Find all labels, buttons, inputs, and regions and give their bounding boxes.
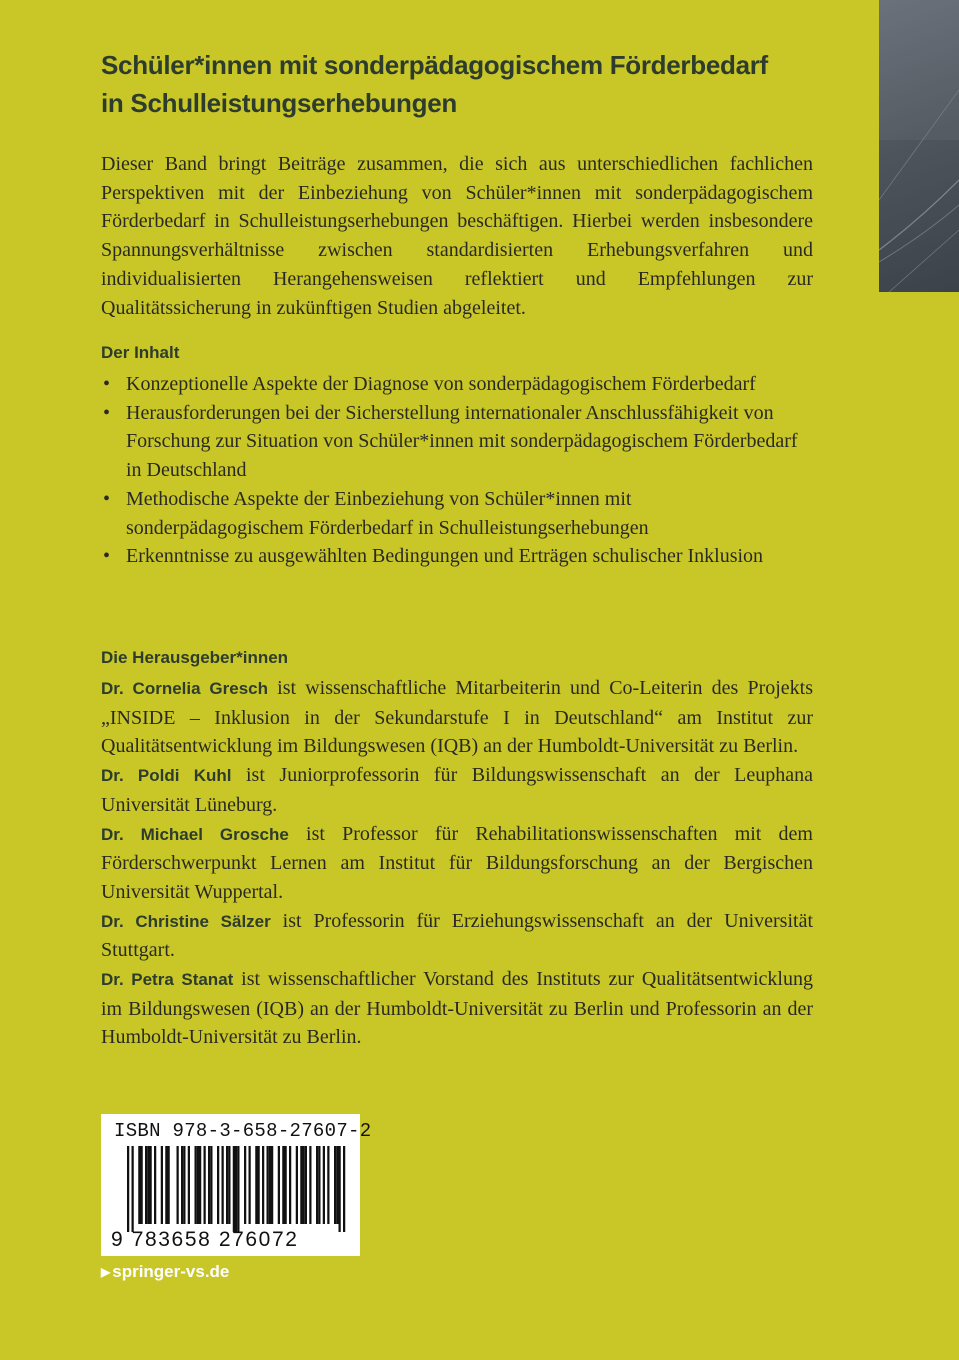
barcode-bar	[336, 1146, 338, 1224]
barcode-bar	[127, 1146, 129, 1232]
list-item	[101, 370, 813, 399]
barcode-bar	[177, 1146, 179, 1224]
barcode-bar	[138, 1146, 140, 1224]
list-item	[101, 485, 813, 542]
barcode-bar	[323, 1146, 325, 1224]
barcode-bar	[233, 1146, 235, 1232]
barcode-bar	[282, 1146, 284, 1224]
barcode-bar	[154, 1146, 156, 1224]
editor-name: Dr. Poldi Kuhl	[101, 766, 232, 786]
barcode-bar	[303, 1146, 305, 1224]
barcode-bar	[147, 1146, 149, 1224]
bullet-icon: •	[103, 401, 111, 424]
barcode-bar	[249, 1146, 251, 1224]
barcode-bar	[262, 1146, 264, 1224]
list-item-text: Erkenntnisse zu ausgewählten Bedingungen und Erträgen schulischer Inklusion	[126, 545, 764, 568]
barcode-bar	[300, 1146, 302, 1224]
barcode-bar	[181, 1146, 183, 1224]
editor-entry	[101, 674, 813, 761]
barcode-bar	[150, 1146, 152, 1224]
barcode-bar	[285, 1146, 287, 1224]
barcode-bar	[217, 1146, 219, 1224]
barcode-digits: 9 783658 276072	[111, 1228, 299, 1251]
isbn-barcode	[101, 1114, 372, 1256]
list-item-text: Methodische Aspekte der Einbeziehung von Schüler*innen mit sonderpädagogischem Förderbedarf in Schulleistungserhebungen	[126, 487, 649, 539]
barcode-bar	[226, 1146, 228, 1224]
barcode-bar	[197, 1146, 199, 1224]
book-title	[101, 46, 821, 122]
barcode-bar	[305, 1146, 307, 1224]
abstract-lines-graphic	[879, 0, 959, 292]
barcode-bar	[222, 1146, 224, 1224]
barcode-bar	[161, 1146, 163, 1224]
contents-list	[101, 370, 813, 571]
bullet-icon: •	[103, 373, 111, 395]
barcode-bar	[235, 1146, 237, 1232]
barcode-bar	[278, 1146, 280, 1224]
publisher-website-link[interactable]	[101, 1262, 229, 1282]
list-item	[101, 399, 813, 485]
barcode-bar	[204, 1146, 206, 1224]
barcode-bar	[327, 1146, 329, 1224]
barcode-bar	[237, 1146, 239, 1232]
bullet-icon: •	[103, 487, 111, 510]
editor-bio: ist wissenschaftlicher Vorstand des Instituts zur Qualitätsentwicklung im Bildungswesen (IQB) an der Humboldt-Universität zu Berlin und Professorin an der Humboldt-Universität zu Berlin.	[101, 968, 813, 1049]
barcode-bar	[269, 1146, 271, 1224]
editors-heading: Die Herausgeber*innen	[101, 648, 289, 667]
barcode-bar	[255, 1146, 257, 1224]
barcode-bar	[309, 1146, 311, 1224]
barcode-bar	[258, 1146, 260, 1224]
isbn-label: ISBN 978-3-658-27607-2	[114, 1120, 372, 1142]
barcode-bar	[199, 1146, 201, 1224]
barcode-bar	[318, 1146, 320, 1224]
editor-entry	[101, 761, 813, 819]
barcode-bar	[289, 1146, 291, 1224]
barcode-bar	[132, 1146, 134, 1232]
barcode-bar	[316, 1146, 318, 1224]
barcode-bar	[195, 1146, 197, 1224]
barcode-bar	[267, 1146, 269, 1224]
editor-entry	[101, 965, 813, 1052]
barcode-bar	[296, 1146, 298, 1224]
barcode-bar	[334, 1146, 336, 1224]
barcode-bar	[271, 1146, 273, 1224]
editor-name: Dr. Petra Stanat	[101, 970, 234, 990]
book-title-line-1: Schüler*innen mit sonderpädagogischem Förderbedarf	[101, 50, 768, 80]
barcode-bar	[208, 1146, 210, 1224]
editor-name: Dr. Christine Sälzer	[101, 911, 271, 931]
barcode-bar	[244, 1146, 246, 1224]
barcode-bar	[343, 1146, 345, 1232]
barcode-bar	[210, 1146, 212, 1224]
publisher-website-text: springer-vs.de	[112, 1262, 230, 1281]
editor-entry	[101, 907, 813, 965]
play-triangle-icon: ▶	[101, 1265, 111, 1279]
editor-entry	[101, 820, 813, 907]
barcode-bar	[168, 1146, 170, 1224]
editor-name: Dr. Michael Grosche	[101, 824, 289, 844]
contents-heading: Der Inhalt	[101, 343, 180, 362]
cover-corner-graphic	[879, 0, 959, 292]
editor-bio: ist Professor für Rehabilitationswissenschaften mit dem Förderschwerpunkt Lernen am Institut für Bildungsforschung an der Bergischen Universität Wuppertal.	[101, 822, 813, 903]
barcode-bar	[188, 1146, 190, 1224]
barcode-bar	[183, 1146, 185, 1224]
bullet-icon: •	[103, 545, 111, 568]
list-item-text: Konzeptionelle Aspekte der Diagnose von sonderpädagogischem Förderbedarf	[126, 373, 756, 395]
editor-bio: ist Professorin für Erziehungswissenschaft an der Universität Stuttgart.	[101, 909, 813, 962]
list-item	[101, 542, 813, 571]
list-item-text: Herausforderungen bei der Sicherstellung internationaler Anschlussfähigkeit von Forschung zur Situation von Schüler*innen mit sonderpädagogischem Förderbedarf in Deutschland	[126, 401, 798, 482]
barcode-bar	[228, 1146, 230, 1224]
editors-section	[101, 674, 813, 1052]
intro-paragraph: Dieser Band bringt Beiträge zusammen, die sich aus unterschiedlichen fachlichen Perspektiven mit der Einbeziehung von Schüler*innen mit sonderpädagogischem Förderbedarf in Schulleistungserhebungen beschäftigen. Hierbei werden insbesondere Spannungsverhältnisse zwischen standardisierten Erhebungsverfahren und individualisierten Herangehensweisen reflektiert und Empfehlungen zur Qualitätssicherung in zukünftigen Studien abgeleitet.	[101, 153, 813, 319]
editor-bio: ist Juniorprofessorin für Bildungswissenschaft an der Leuphana Universität Lüneburg.	[101, 764, 813, 816]
book-title-line-2: in Schulleistungserhebungen	[101, 88, 457, 118]
editor-bio: ist wissenschaftliche Mitarbeiterin und Co-Leiterin des Projekts „INSIDE – Inklusion in der Sekundarstufe I in Deutschland“ am Institut zur Qualitätsentwicklung im Bildungswesen (IQB) an der Humboldt-Universität zu Berlin.	[101, 677, 813, 758]
barcode-bar	[165, 1146, 167, 1224]
barcode-bar	[141, 1146, 143, 1224]
editor-name: Dr. Cornelia Gresch	[101, 679, 269, 698]
barcode-bar	[145, 1146, 147, 1224]
barcode-bar	[339, 1146, 341, 1232]
